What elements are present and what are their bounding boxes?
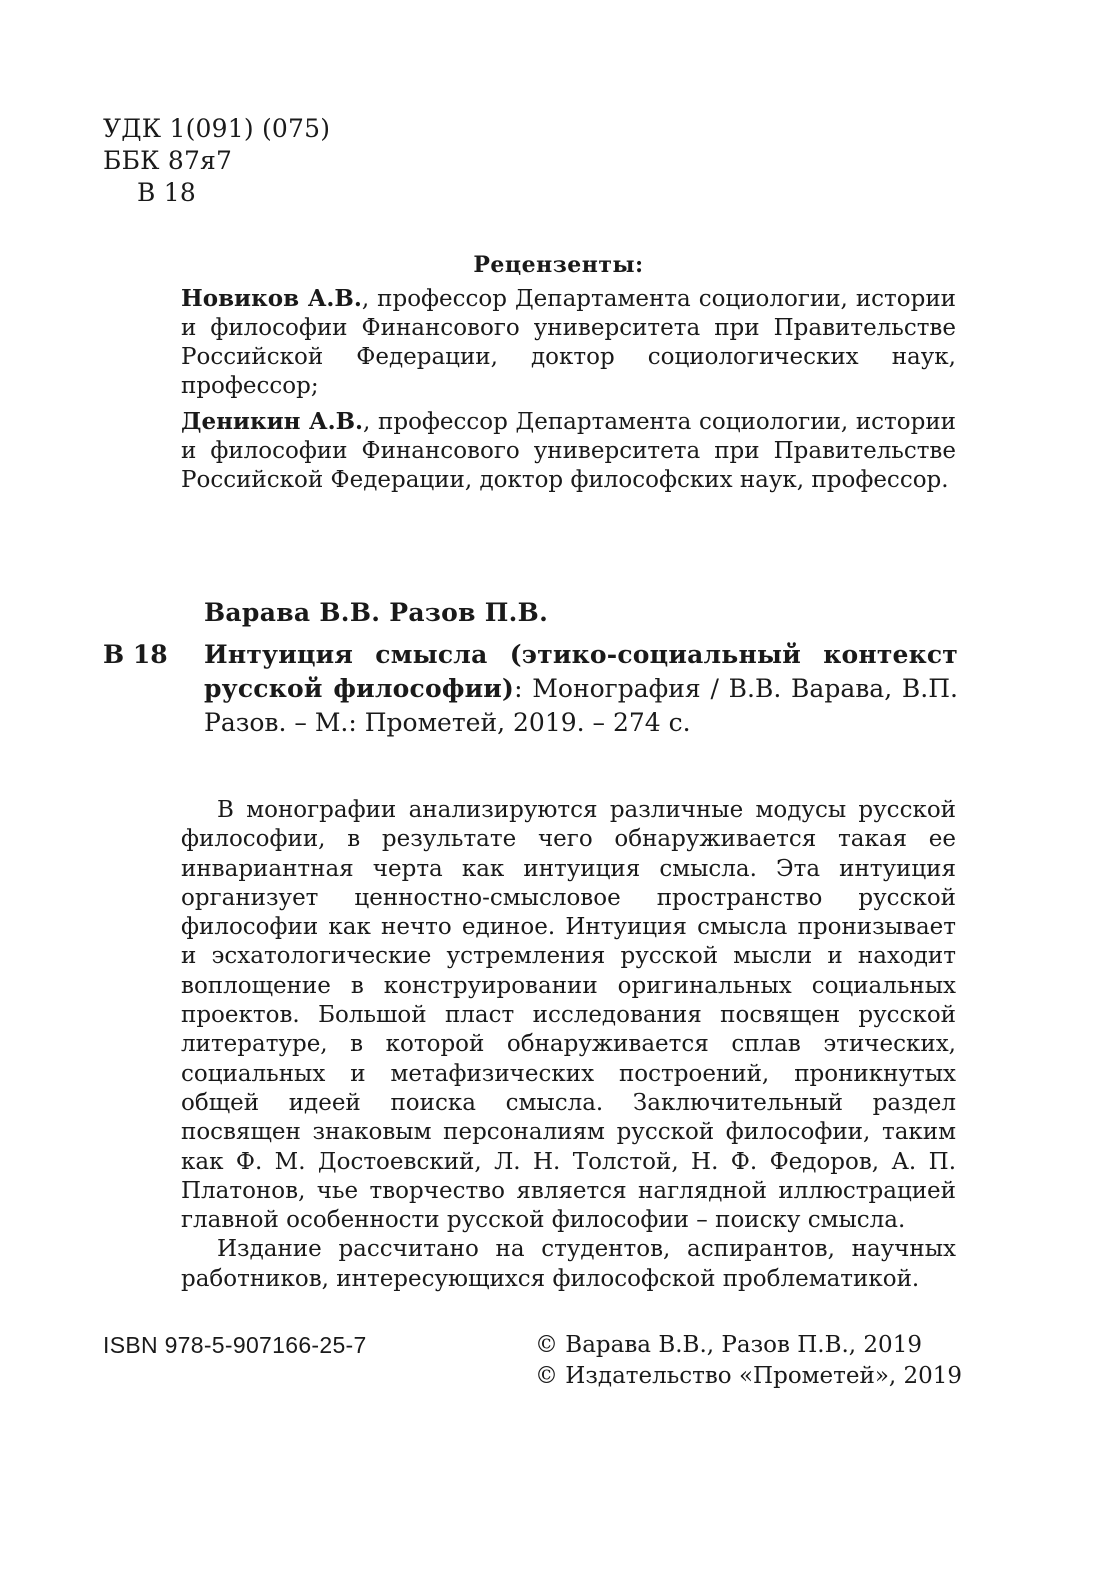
catalog-codes — [103, 113, 330, 209]
abstract-paragraph: Издание рассчитано на студентов, аспирантов, научных работников, интересующихся философской проблематикой. — [181, 1236, 956, 1292]
reviewer-name: Новиков А.В. — [181, 285, 362, 312]
reviewer-entry — [181, 407, 956, 495]
reviewer-description: , профессор Департамента социологии, истории и философии Финансового университета при Правительстве Российской Федерации, доктор социологических наук, профессор; — [181, 286, 956, 399]
author-mark: В 18 — [137, 178, 196, 207]
reviewer-entry — [181, 284, 956, 401]
reviewers-heading: Рецензенты: — [473, 252, 644, 278]
book-abstract — [181, 796, 956, 1294]
reviewer-name: Деникин А.В. — [181, 408, 364, 435]
udk-code: УДК 1(091) (075) — [103, 114, 331, 143]
bibliographic-index: В 18 — [103, 640, 168, 669]
bibliographic-entry — [103, 638, 958, 740]
book-authors: Варава В.В. Разов П.В. — [204, 598, 549, 627]
copyright-block — [535, 1330, 965, 1392]
bbk-code: ББК 87я7 — [103, 146, 233, 175]
bibliographic-description — [204, 638, 958, 740]
copyright-publisher: © Издательство «Прометей», 2019 — [535, 1363, 963, 1389]
publication-details: : Монография / В.В. Варава, В.П. Разов. – М.: Прометей, 2019. – 274 с. — [204, 674, 958, 737]
reviewer-description: , профессор Департамента социологии, истории и философии Финансового университета при Правительстве Российской Федерации, доктор философских наук, профессор. — [181, 409, 956, 493]
copyright-authors: © Варава В.В., Разов П.В., 2019 — [535, 1332, 922, 1358]
abstract-paragraph: В монографии анализируются различные модусы русской философии, в результате чего обнаруживается такая ее инвариантная черта как интуиция смысла. Эта интуиция организует ценностно-смысловое пространство русской философии как нечто единое. Интуиция смысла пронизывает и эсхатологические устремления русской мысли и находит воплощение в конструировании оригинальных социальных проектов. Большой пласт исследования посвящен русской литературе, в которой обнаруживается сплав этических, социальных и метафизических построений, проникнутых общей идеей поиска смысла. Заключительный раздел посвящен знаковым персоналиям русской философии, таким как Ф. М. Достоевский, Л. Н. Толстой, Н. Ф. Федоров, А. П. Платонов, чье творчество является наглядной иллюстрацией главной особенности русской философии – поиску смысла. — [181, 797, 956, 1234]
book-title: Интуиция смысла (этико-социальный контекст русской философии) — [204, 640, 958, 703]
bibliographic-record — [103, 596, 958, 740]
reviewers-section — [181, 250, 956, 501]
isbn-number: ISBN 978-5-907166-25-7 — [103, 1332, 367, 1358]
